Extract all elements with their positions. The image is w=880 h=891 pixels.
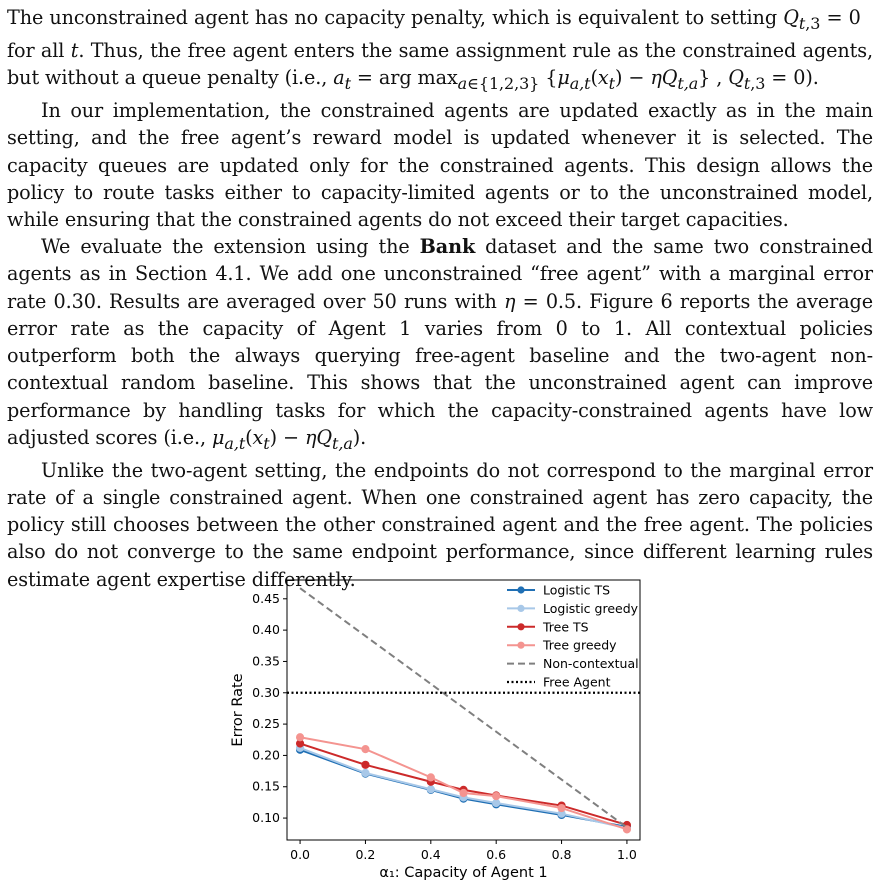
- paragraph-3: We evaluate the extension using the Bank dataset and the same two constrained agents as in Section 4.1. We add one unconstrained “free agent” with a marginal error rate 0.30. Results are averaged over 50 runs with η = 0.5. Figure 6 reports the average error rate as the capacity of Agent 1 varies from 0 to 1. All contextual policies outperform both the always querying free-agent baseline and the two-agent non-contextual random baseline. This shows that the unconstrained agent can improve performance by handling tasks for which the capacity-constrained agents have low adjusted scores (i.e., $\mu_{a,t}(x_t) - \eta Q_{t,a}$).: [7, 235, 873, 453]
- x-tick-label: 0.8: [551, 847, 572, 862]
- data-point-tree-greedy: [296, 734, 303, 741]
- y-tick-label: 0.15: [252, 778, 280, 794]
- y-tick-label: 0.20: [252, 747, 280, 763]
- legend-label: Free Agent: [543, 674, 611, 690]
- legend-marker: [517, 586, 524, 593]
- data-point-tree-greedy: [493, 793, 500, 800]
- x-tick-label: 0.6: [486, 847, 507, 862]
- y-tick-label: 0.40: [252, 622, 280, 638]
- data-point-tree-greedy: [427, 774, 434, 781]
- legend-label: Non-contextual: [543, 656, 639, 672]
- y-tick-label: 0.45: [252, 590, 280, 606]
- data-point-tree-greedy: [558, 804, 565, 811]
- body-text: [7, 4, 873, 593]
- data-point-tree-greedy: [460, 789, 467, 796]
- series-line-tree-greedy: [300, 737, 627, 829]
- legend-marker: [517, 605, 524, 612]
- legend-label: Logistic greedy: [543, 600, 639, 616]
- x-tick-label: 0.2: [355, 847, 376, 862]
- x-tick-label: 0.4: [420, 847, 441, 862]
- data-point-logistic-greedy: [362, 769, 369, 776]
- y-tick-label: 0.10: [252, 810, 280, 826]
- paragraph-4: Unlike the two-agent setting, the endpoints do not correspond to the marginal error rate of a single constrained agent. When one constrained agent has zero capacity, the policy still chooses between the other constrained agent and the free agent. The policies also do not converge to the same endpoint performance, since different learning rules estimate agent expertise differently.: [7, 458, 873, 591]
- x-axis-label: α₁: Capacity of Agent 1: [379, 865, 548, 881]
- y-tick-label: 0.25: [252, 716, 280, 732]
- x-tick-label: 0.0: [290, 847, 311, 862]
- legend-marker: [517, 623, 524, 630]
- legend-label: Logistic TS: [543, 582, 611, 598]
- legend-label: Tree greedy: [543, 637, 617, 653]
- x-tick-label: 1.0: [616, 847, 637, 862]
- data-point-logistic-greedy: [493, 799, 500, 806]
- y-axis-label: Error Rate: [230, 673, 246, 747]
- data-point-logistic-greedy: [427, 786, 434, 793]
- y-tick-label: 0.35: [252, 653, 280, 669]
- data-point-tree-greedy: [362, 746, 369, 753]
- legend-marker: [517, 642, 524, 649]
- legend-label: Tree TS: [543, 619, 589, 635]
- error-rate-chart: [220, 570, 660, 887]
- figure-6: [220, 570, 660, 887]
- paragraph-1: The unconstrained agent has no capacity penalty, which is equivalent to setting $Q_{t,3} = 0$ for all t. Thus, the free agent enters the same assignment rule as the constrained agents, but without a queue penalty (i.e., $a_t$ = arg $\max_{a\in\{1,2,3\}} \{\mu_{a,t}(x_t) - \eta Q_{t,a}\}$ , $Q_{t,3} = 0$).: [7, 6, 874, 94]
- paragraph-2: In our implementation, the constrained agents are updated exactly as in the main setting, and the free agent’s reward model is updated whenever it is selected. The capacity queues are updated only for the constrained agents. This design allows the policy to route tasks either to capacity-limited agents or to the unconstrained model, while ensuring that the constrained agents do not exceed their target capacities.: [7, 99, 873, 232]
- dataset-name: Bank: [419, 235, 476, 259]
- y-tick-label: 0.30: [252, 684, 280, 700]
- data-point-tree-ts: [362, 761, 369, 768]
